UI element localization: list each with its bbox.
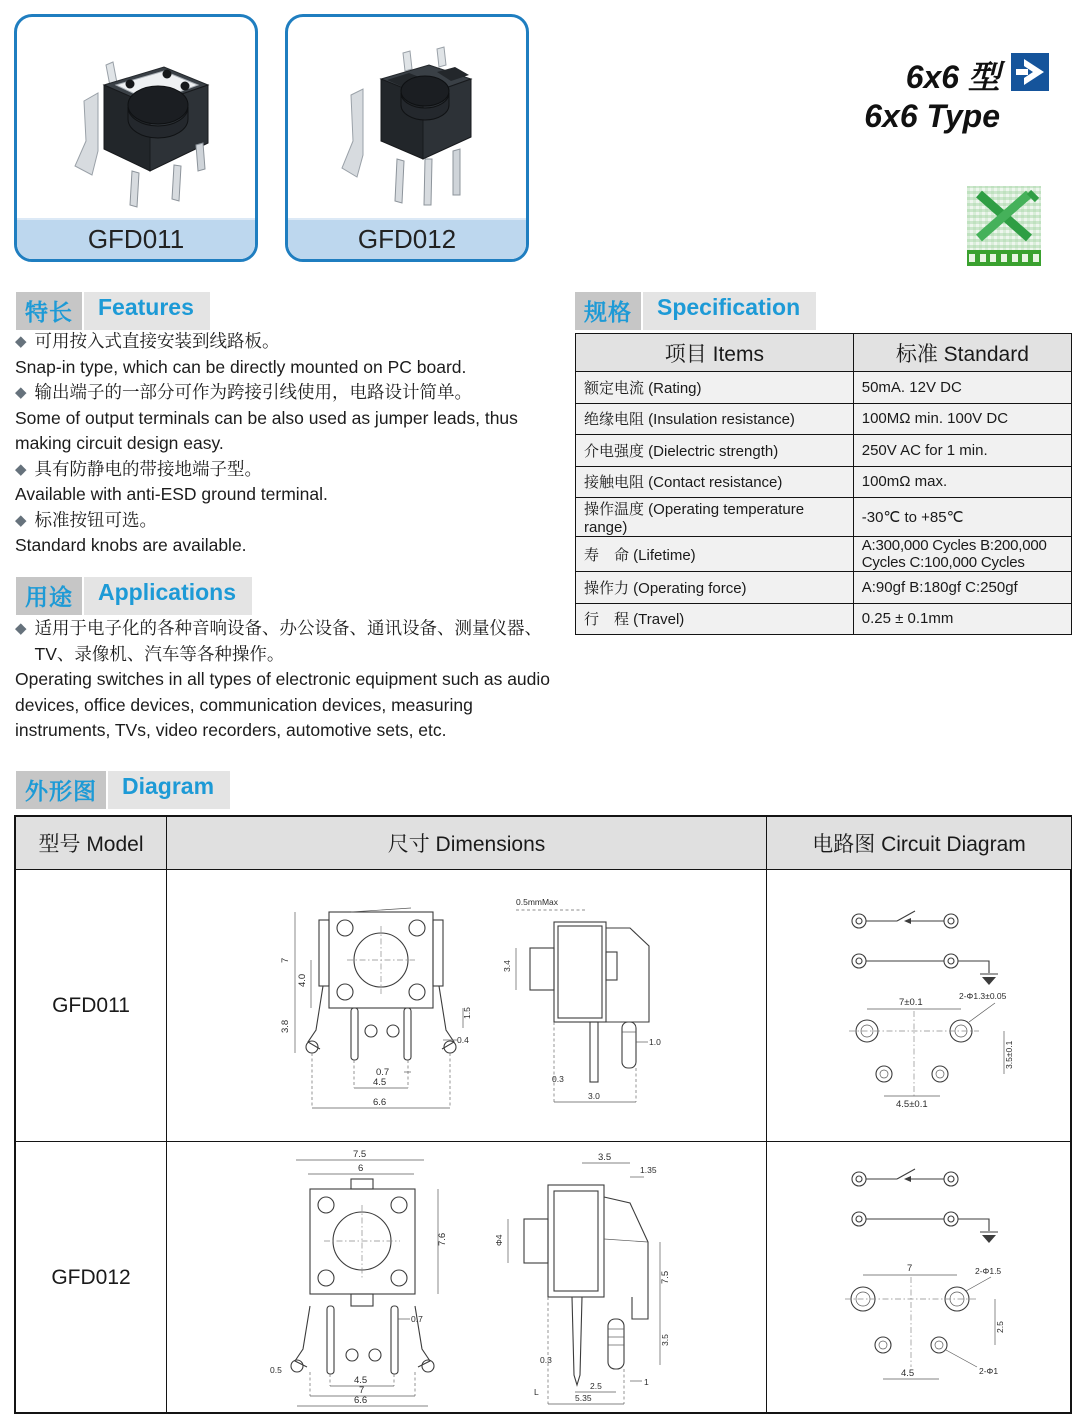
dim-label: 1 bbox=[643, 1376, 649, 1387]
gfd012-side-view-drawing bbox=[490, 1147, 680, 1409]
feature-text-cn: 标准按钮可选。 bbox=[34, 509, 158, 530]
diamond-bullet-icon: ◆ bbox=[15, 384, 27, 401]
application-item-cn bbox=[15, 616, 563, 667]
applications-section-header bbox=[16, 577, 252, 615]
diagram-circuit-gfd011 bbox=[767, 870, 1071, 1142]
feature-item-cn bbox=[15, 329, 563, 355]
section-title-en: Specification bbox=[643, 292, 816, 330]
diagram-col-dimensions: 尺寸 Dimensions bbox=[167, 817, 767, 870]
feature-text-en: Some of output terminals can be also used as jumper leads, thus making circuit design easy. bbox=[15, 407, 518, 453]
diagram-col-circuit: 电路图 Circuit Diagram bbox=[767, 817, 1071, 870]
dim-label: 5.35 bbox=[574, 1392, 592, 1403]
dim-label: 7±0.1 bbox=[899, 996, 923, 1008]
dim-label: 0.5mmMax bbox=[516, 896, 559, 907]
section-title-cn: 规格 bbox=[575, 292, 641, 330]
diamond-bullet-icon: ◆ bbox=[15, 460, 27, 478]
spec-item: 绝缘电阻 (Insulation resistance) bbox=[576, 403, 854, 435]
section-title-cn: 用途 bbox=[16, 577, 82, 615]
dim-label: 3.8 bbox=[280, 1019, 291, 1033]
spec-item: 接触电阻 (Contact resistance) bbox=[576, 466, 854, 498]
dim-label: 4.5 bbox=[901, 1367, 915, 1379]
spec-row bbox=[576, 372, 1072, 404]
spec-row bbox=[576, 537, 1072, 572]
model-text: GFD012 bbox=[357, 224, 457, 254]
dim-label: 6.6 bbox=[373, 1096, 387, 1108]
gfd011-side-view-drawing bbox=[502, 890, 662, 1122]
features-section-header bbox=[16, 292, 210, 330]
model-text: GFD011 bbox=[87, 224, 185, 254]
spec-value: A:300,000 Cycles B:200,000 Cycles C:100,000 Cycles bbox=[853, 537, 1071, 572]
dim-label: 3.5 bbox=[597, 1151, 611, 1163]
gfd011-circuit-diagram-drawing bbox=[799, 891, 1039, 1121]
dim-label: 2.5 bbox=[995, 1320, 1005, 1333]
diagram-circuit-gfd012 bbox=[767, 1142, 1071, 1413]
dim-label: 6.6 bbox=[353, 1394, 367, 1406]
diagram-dimensions-gfd011 bbox=[167, 870, 767, 1142]
feature-item-cn bbox=[15, 380, 563, 406]
spec-item: 操作力 (Operating force) bbox=[576, 572, 854, 604]
product-model-label bbox=[288, 218, 526, 259]
feature-text-en: Available with anti-ESD ground terminal. bbox=[15, 484, 328, 504]
dim-label: 3.0 bbox=[588, 1090, 600, 1101]
dim-label: 0.5 bbox=[269, 1364, 282, 1375]
product-card-gfd012 bbox=[285, 14, 529, 262]
features-list bbox=[15, 329, 563, 559]
dim-label: 2-Φ1 bbox=[979, 1365, 999, 1376]
diagram-table bbox=[14, 815, 1072, 1414]
diamond-bullet-icon: ◆ bbox=[15, 620, 27, 637]
spec-row bbox=[576, 498, 1072, 537]
spec-row bbox=[576, 403, 1072, 435]
specification-section-header bbox=[575, 292, 816, 330]
dim-label: Φ4 bbox=[493, 1233, 504, 1246]
diamond-bullet-icon: ◆ bbox=[15, 511, 27, 529]
spec-item: 操作温度 (Operating temperature range) bbox=[576, 498, 854, 537]
feature-text-cn: 可用按入式直接安装到线路板。 bbox=[34, 331, 280, 351]
spec-item: 额定电流 (Rating) bbox=[576, 372, 854, 404]
spec-col-standard: 标准 Standard bbox=[853, 334, 1071, 372]
specification-table bbox=[575, 333, 1072, 635]
spec-col-items: 项目 Items bbox=[576, 334, 854, 372]
application-text-en: Operating switches in all types of electronic equipment such as audio devices, office devices, communication devices, measuring instruments, TVs, video recorders, automotive sets, etc. bbox=[15, 669, 551, 740]
gfd012-front-view-drawing bbox=[254, 1147, 464, 1409]
dim-label: 7 bbox=[280, 957, 291, 963]
certification-logo bbox=[967, 186, 1041, 266]
dim-label: 7 bbox=[358, 1384, 364, 1396]
switch-photo-illustration bbox=[46, 23, 226, 213]
diagram-col-model: 型号 Model bbox=[16, 817, 167, 870]
spec-item: 行 程 (Travel) bbox=[576, 603, 854, 635]
dim-label: 4.0 bbox=[297, 973, 308, 987]
gfd011-front-view-drawing bbox=[271, 890, 476, 1122]
dim-label: 1.35 bbox=[639, 1164, 657, 1175]
dim-label: 2-Φ1.5 bbox=[975, 1265, 1002, 1276]
diagram-model-gfd011: GFD011 bbox=[16, 870, 167, 1142]
diamond-bullet-icon: ◆ bbox=[15, 333, 27, 350]
product-card-gfd011 bbox=[14, 14, 258, 262]
feature-item-cn bbox=[15, 457, 563, 483]
dim-label: L bbox=[533, 1386, 539, 1397]
dim-label: 0.3 bbox=[552, 1073, 564, 1084]
feature-text-en: Snap-in type, which can be directly mounted on PC board. bbox=[15, 356, 467, 377]
spec-value: 0.25 ± 0.1mm bbox=[853, 603, 1071, 635]
spec-row bbox=[576, 466, 1072, 498]
applications-list bbox=[15, 616, 563, 744]
section-title-cn: 特长 bbox=[16, 292, 82, 330]
dim-label: 3.5±0.1 bbox=[1004, 1040, 1014, 1069]
type-title-en: 6x6 Type bbox=[864, 98, 1000, 134]
spec-value: -30℃ to +85℃ bbox=[853, 498, 1071, 537]
dim-label: 4.5 bbox=[373, 1076, 387, 1088]
dim-label: 7 bbox=[907, 1262, 913, 1274]
dim-label: 0.3 bbox=[539, 1354, 552, 1365]
dim-label: 3.4 bbox=[502, 959, 512, 972]
dim-label: 4.5 bbox=[353, 1374, 367, 1386]
spec-value: 100mΩ max. bbox=[853, 466, 1071, 498]
diagram-model-gfd012: GFD012 bbox=[16, 1142, 167, 1413]
dim-label: 7.5 bbox=[659, 1270, 671, 1284]
dim-label: 0.4 bbox=[457, 1034, 469, 1045]
spec-value: 100MΩ min. 100V DC bbox=[853, 403, 1071, 435]
spec-value: A:90gf B:180gf C:250gf bbox=[853, 572, 1071, 604]
section-title-en: Diagram bbox=[108, 771, 230, 809]
application-text-cn: 适用于电子化的各种音响设备、办公设备、通讯设备、测量仪器、TV、录像机、汽车等各种操作。 bbox=[34, 618, 543, 664]
diagram-section-header bbox=[16, 771, 230, 809]
spec-item: 寿 命 (Lifetime) bbox=[576, 537, 854, 572]
spec-header-row bbox=[576, 334, 1072, 372]
dim-label: 1.0 bbox=[649, 1036, 661, 1047]
switch-photo-illustration bbox=[317, 23, 497, 213]
product-photo-gfd012 bbox=[288, 17, 526, 218]
dim-label: 0.7 bbox=[376, 1066, 390, 1078]
dim-label: 2.5 bbox=[589, 1380, 602, 1391]
spec-value: 250V AC for 1 min. bbox=[853, 435, 1071, 467]
dim-label: 1.5 bbox=[462, 1006, 472, 1019]
feature-text-cn: 输出端子的一部分可作为跨接引线使用，电路设计简单。 bbox=[34, 382, 473, 402]
feature-text-cn: 具有防静电的带接地端子型。 bbox=[34, 458, 263, 479]
dim-label: 6 bbox=[357, 1162, 363, 1174]
dim-label: 7.6 bbox=[436, 1232, 448, 1246]
diagram-dimensions-gfd012 bbox=[167, 1142, 767, 1413]
dim-label: 7.5 bbox=[352, 1148, 366, 1160]
certification-logo-band bbox=[967, 250, 1041, 266]
feature-text-en: Standard knobs are available. bbox=[15, 535, 247, 555]
dim-label: 2-Φ1.3±0.05 bbox=[959, 990, 1007, 1001]
product-model-label bbox=[17, 218, 255, 259]
spec-item: 介电强度 (Dielectric strength) bbox=[576, 435, 854, 467]
dim-label: 0.7 bbox=[410, 1313, 423, 1324]
section-title-en: Features bbox=[84, 292, 210, 330]
dim-label: 3.5 bbox=[659, 1333, 670, 1346]
section-title-cn: 外形图 bbox=[16, 771, 106, 809]
spec-row bbox=[576, 603, 1072, 635]
spec-row bbox=[576, 435, 1072, 467]
spec-row bbox=[576, 572, 1072, 604]
type-title-cn: 6x6 型 bbox=[905, 59, 1000, 95]
product-photo-gfd011 bbox=[17, 17, 255, 218]
feature-item-cn bbox=[15, 508, 563, 534]
arrow-right-icon bbox=[1011, 53, 1049, 91]
gfd012-circuit-diagram-drawing bbox=[799, 1147, 1039, 1409]
section-title-en: Applications bbox=[84, 577, 252, 615]
dim-label: 4.5±0.1 bbox=[896, 1098, 928, 1110]
spec-value: 50mA. 12V DC bbox=[853, 372, 1071, 404]
